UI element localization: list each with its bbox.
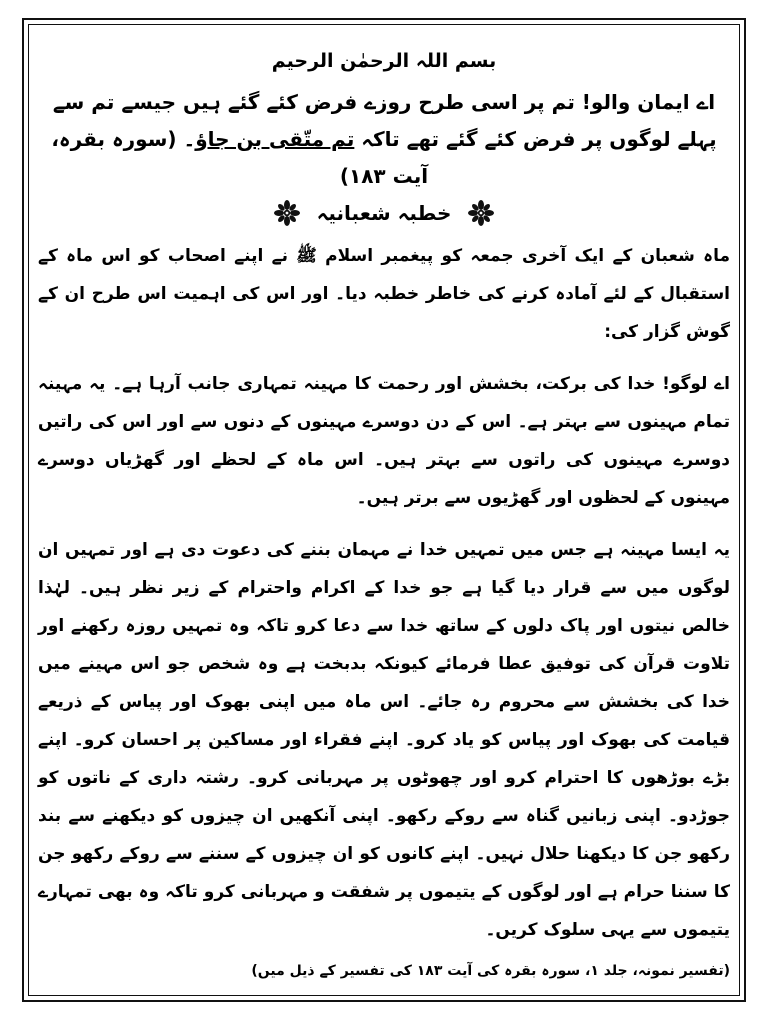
verse-reference: ۔ (سورہ بقرہ، آیت ۱۸۳) <box>51 127 429 188</box>
verse-text: اے ایمان والو! تم پر اسی طرح روزے فرض کئے گئے ہیں جیسے تم سے پہلے لوگوں پر فرض کئے گئے تھے تاکہ <box>52 90 717 151</box>
verse-underlined-text: تم متّقی بن جاؤ <box>195 127 355 151</box>
bismillah-heading: بسم اللہ الرحمٰن الرحیم <box>271 50 497 72</box>
sermon-paragraph-1: اے لوگو! خدا کی برکت، بخشش اور رحمت کا مہینہ تمہاری جانب آرہا ہے۔ یہ مہینہ تمام مہینوں سے بہتر ہے۔ اس کے دن دوسرے مہینوں کے دنوں سے اور اس کی راتیں دوسرے مہینوں کی راتوں سے بہتر ہیں۔ اس ماہ کے لحظے اور گھڑیاں دوسرے مہینوں کے لحظوں اور گھڑیوں سے برتر ہیں۔ <box>38 374 730 508</box>
flower-ornament-icon <box>273 199 301 227</box>
source-citation: (تفسیر نمونہ، جلد ۱، سورہ بقرہ کی آیت ۱۸۳ کی تفسیر کے ذیل میں) <box>251 963 730 979</box>
flower-ornament-icon <box>467 199 495 227</box>
sermon-paragraph-2: یہ ایسا مہینہ ہے جس میں تمہیں خدا نے مہمان بننے کی دعوت دی ہے اور تمہیں ان لوگوں میں سے قرار دیا گیا ہے جو خدا کے اکرام واحترام کے زیر نظر ہیں۔ لہٰذا خالص نیتوں اور پاک دلوں کے ساتھ خدا سے دعا کرو تاکہ وہ تمہیں روزہ رکھنے اور تلاوت قرآن کی توفیق عطا فرمائے کیونکہ بدبخت ہے وہ شخص جو اس مہینے میں خدا کی بخشش سے محروم رہ جائے۔ اس ماہ میں اپنی بھوک اور پیاس کے ذریعے قیامت کی بھوک اور پیاس کو یاد کرو۔ اپنے فقراء اور مساکین پر احسان کرو۔ اپنے بڑے بوڑھوں کا احترام کرو اور چھوٹوں پر مہربانی کرو۔ رشتہ داری کے ناتوں کو جوڑدو۔ اپنی زبانیں گناہ سے روکے رکھو۔ اپنی آنکھیں ان چیزوں کو دیکھنے سے بند رکھو جن کا دیکھنا حلال نہیں۔ اپنے کانوں کو ان چیزوں کے سننے سے روکے رکھو جن کا سننا حرام ہے اور لوگوں کے یتیموں پر شفقت و مہربانی کرو تاکہ وہ بھی تمہارے یتیموں سے یہی سلوک کریں۔ <box>38 540 730 940</box>
document-page <box>38 36 730 986</box>
section-title: خطبہ شعبانیہ <box>316 201 452 225</box>
quran-verse <box>38 84 730 195</box>
intro-paragraph: ماہ شعبان کے ایک آخری جمعہ کو پیغمبر اسلام ﷺ نے اپنے اصحاب کو اس ماہ کے استقبال کے لئے آمادہ کرنے کی خاطر خطبہ دیا۔ اور اس کی اہمیت اس طرح ان کے گوش گزار کی: <box>38 246 730 342</box>
section-heading-row <box>38 199 730 227</box>
